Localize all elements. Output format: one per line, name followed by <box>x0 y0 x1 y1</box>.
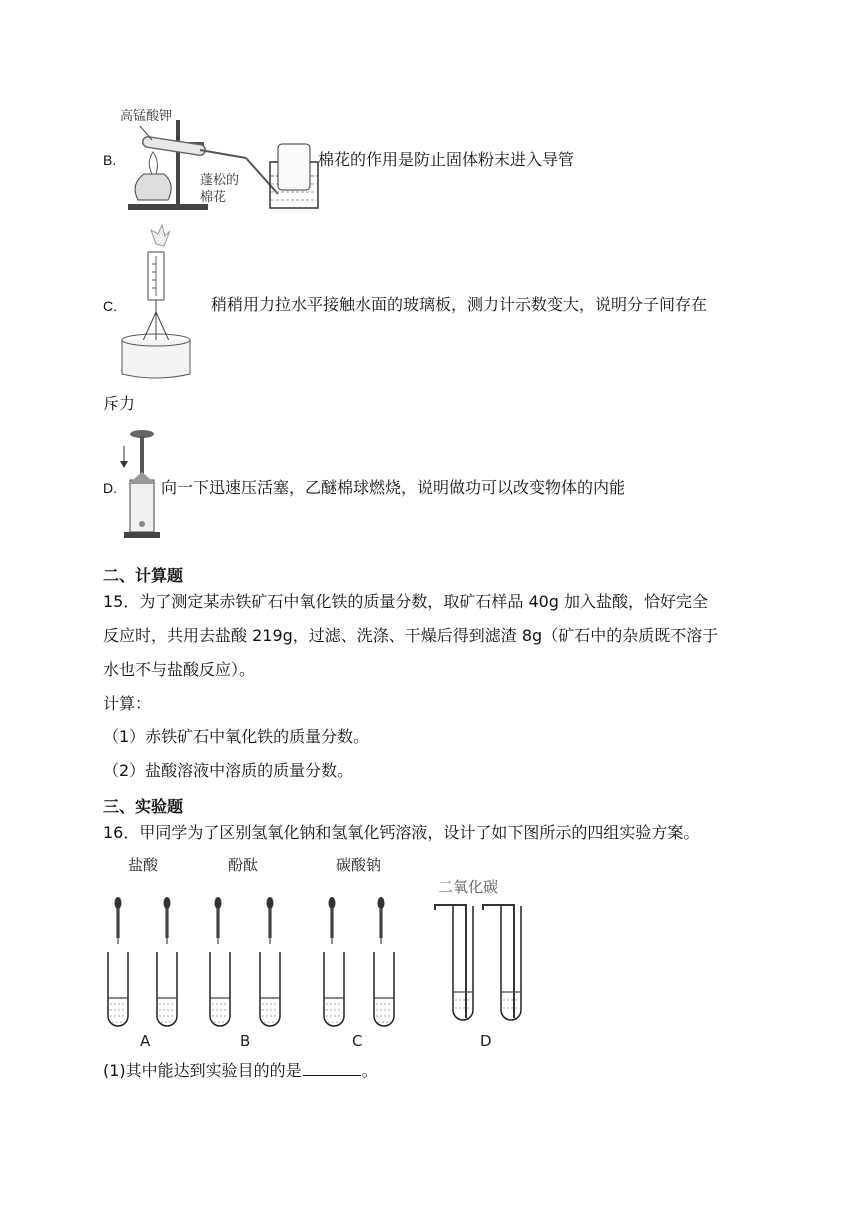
reagent-label-hydrochloric-acid: 盐酸 <box>128 856 159 874</box>
group-label-b: B <box>240 1032 251 1050</box>
option-b-letter: B. <box>103 152 117 168</box>
q16-sub1-prompt: (1)其中能达到实验目的的是 <box>103 1061 302 1080</box>
option-d-text: 向一下迅速压活塞，乙醚棉球燃烧，说明做功可以改变物体的内能 <box>161 478 626 497</box>
cotton-label-line1: 蓬松的 <box>200 173 240 188</box>
answer-blank[interactable] <box>303 1061 361 1076</box>
q16-sub1-period: 。 <box>361 1061 378 1080</box>
calc-label: 计算： <box>103 694 152 713</box>
group-label-c: C <box>352 1032 363 1050</box>
q16-line1: 16．甲同学为了区别氢氧化钠和氢氧化钙溶液，设计了如下图所示的四组实验方案。 <box>103 823 700 842</box>
section-heading-experiment: 三、实验题 <box>103 797 184 816</box>
option-b-text: 棉花的作用是防止固体粉末进入导管 <box>318 150 575 169</box>
group-label-a: A <box>140 1032 151 1050</box>
cotton-label-line2: 棉花 <box>200 190 227 205</box>
q15-line3: 水也不与盐酸反应）。 <box>103 660 256 679</box>
section-heading-calculation: 二、计算题 <box>103 566 184 585</box>
q15-line2: 反应时，共用去盐酸 219g，过滤、洗涤、干燥后得到滤渣 8g（矿石中的杂质既不溶于 <box>103 626 719 645</box>
kmno4-label: 高锰酸钾 <box>120 109 173 124</box>
spring-scale-figure <box>118 222 193 384</box>
option-c-text-line1: 稍稍用力拉水平接触水面的玻璃板，测力计示数变大，说明分子间存在 <box>211 295 708 314</box>
test-tube-experiment-figure <box>100 850 540 1052</box>
option-c-text-line2: 斥力 <box>103 394 136 413</box>
option-c-letter: C. <box>103 298 117 314</box>
group-label-d: D <box>480 1032 492 1050</box>
option-d-letter: D. <box>103 480 117 496</box>
q16-sub1 <box>103 1061 378 1081</box>
reagent-label-sodium-carbonate: 碳酸钠 <box>336 856 382 874</box>
kmno4-apparatus-figure <box>118 102 323 214</box>
q15-line1: 15．为了测定某赤铁矿石中氧化铁的质量分数，取矿石样品 40g 加入盐酸，恰好完全 <box>103 592 709 611</box>
q15-sub2: （2）盐酸溶液中溶质的质量分数。 <box>103 761 354 780</box>
q15-sub1: （1）赤铁矿石中氧化铁的质量分数。 <box>103 727 370 746</box>
reagent-label-carbon-dioxide: 二氧化碳 <box>438 878 499 896</box>
reagent-label-phenolphthalein: 酚酞 <box>228 856 259 874</box>
